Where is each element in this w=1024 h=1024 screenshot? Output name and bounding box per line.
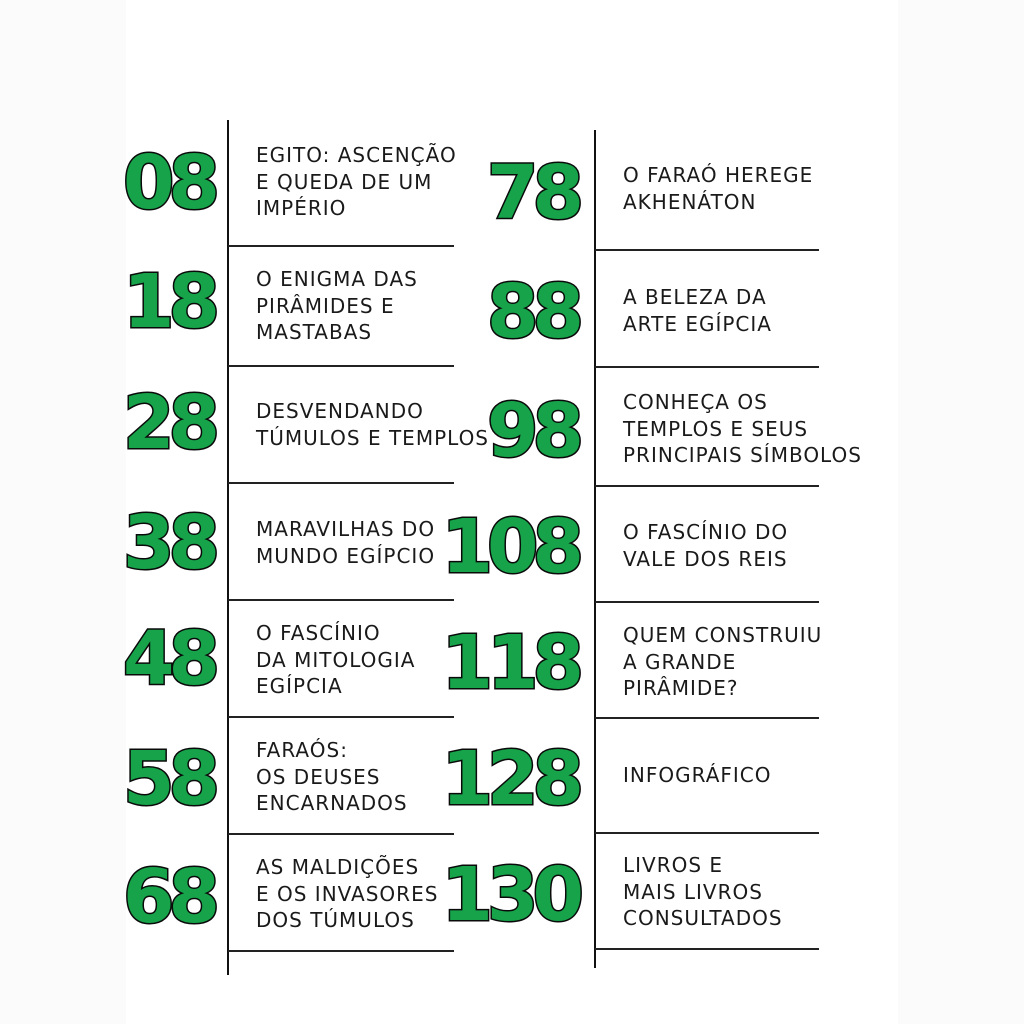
right-row-divider [595,366,819,368]
left-row-divider [228,365,454,367]
page-number: 68 [123,854,214,940]
page-number: 58 [123,736,214,822]
page-number: 28 [123,380,214,466]
right-row-divider [595,948,819,950]
section-title: O ENIGMA DAS PIRÂMIDES E MASTABAS [256,267,418,344]
section-title: MARAVILHAS DO MUNDO EGÍPCIO [256,517,436,568]
section-title: O FARAÓ HEREGE AKHENÁTON [623,163,814,214]
page-number: 108 [441,504,578,590]
page-number: 48 [123,616,214,702]
section-title: CONHEÇA OS TEMPLOS E SEUS PRINCIPAIS SÍMBOLOS [623,390,862,467]
right-row-divider [595,832,819,834]
page-number: 128 [441,736,578,822]
section-title: INFOGRÁFICO [623,763,772,787]
left-column-divider [227,120,229,975]
left-row-divider [228,833,454,835]
page-number: 88 [487,269,578,355]
section-title: QUEM CONSTRUIU A GRANDE PIRÂMIDE? [623,623,823,700]
page-number: 38 [123,500,214,586]
page-number: 78 [487,150,578,236]
section-title: AS MALDIÇÕES E OS INVASORES DOS TÚMULOS [256,855,439,932]
left-row-divider [228,482,454,484]
right-row-divider [595,601,819,603]
section-title: EGITO: ASCENÇÃO E QUEDA DE UM IMPÉRIO [256,143,457,220]
right-row-divider [595,249,819,251]
section-title: LIVROS E MAIS LIVROS CONSULTADOS [623,853,783,930]
left-row-divider [228,599,454,601]
section-title: DESVENDANDO TÚMULOS E TEMPLOS [256,399,490,450]
page-number: 98 [487,388,578,474]
section-title: O FASCÍNIO DO VALE DOS REIS [623,520,789,571]
left-row-divider [228,950,454,952]
right-row-divider [595,485,819,487]
section-title: A BELEZA DA ARTE EGÍPCIA [623,285,772,336]
left-row-divider [228,716,454,718]
right-row-divider [595,717,819,719]
left-row-divider [228,245,454,247]
page-number: 08 [123,140,214,226]
page-number: 18 [123,259,214,345]
section-title: O FASCÍNIO DA MITOLOGIA EGÍPCIA [256,621,416,698]
right-column-divider [594,130,596,968]
page-number: 118 [441,620,578,706]
page-number: 130 [441,852,578,938]
section-title: FARAÓS: OS DEUSES ENCARNADOS [256,738,408,815]
